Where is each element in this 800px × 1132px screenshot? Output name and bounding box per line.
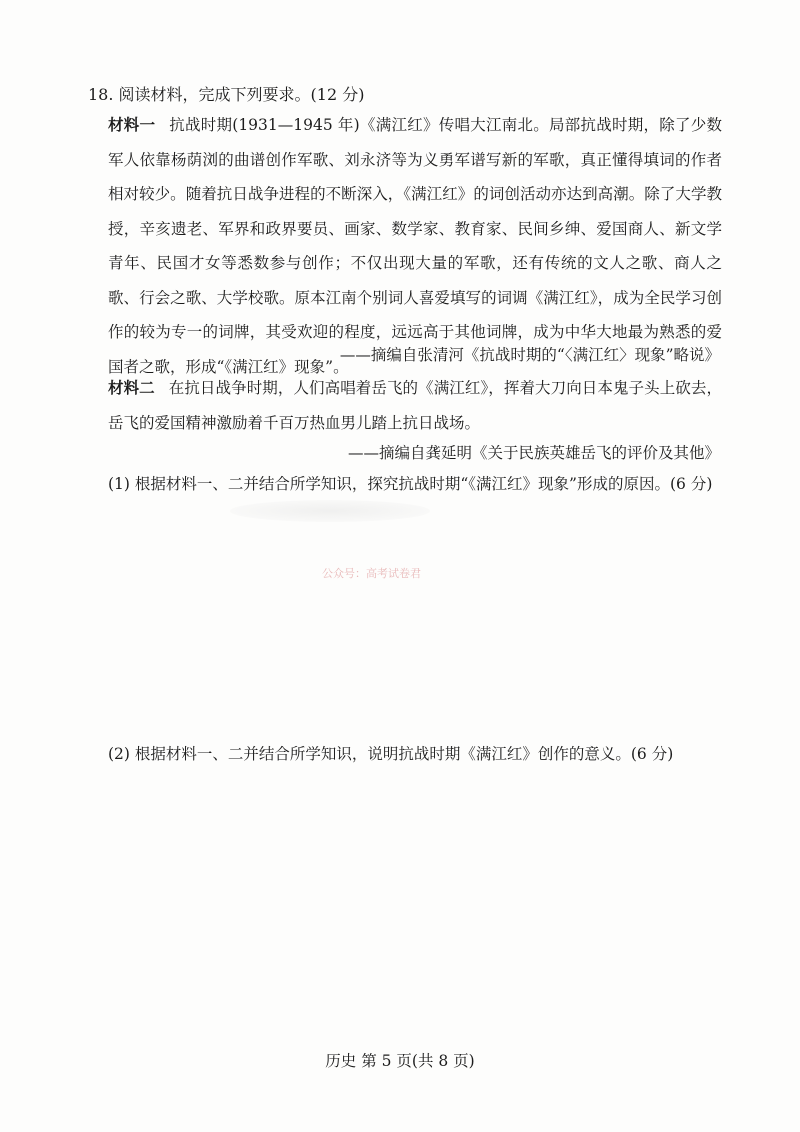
material-1-text: 抗战时期(1931—1945 年)《满江红》传唱大江南北。局部抗战时期，除了少数军人依靠杨荫浏的曲谱创作军歌、刘永济等为义勇军谱写新的军歌，真正懂得填词的作者相对较少。随着抗日战争进程的不断深入，《满江红》的词创活动亦达到高潮。除了大学教授，辛亥遗老、军界和政界要员、画家、数学家、教育家、民间乡绅、爱国商人、新文学青年、民国才女等悉数参与创作；不仅出现大量的军歌，还有传统的文人之歌、商人之歌、行会之歌、大学校歌。原本江南个别词人喜爱填写的词调《满江红》，成为全民学习创作的较为专一的词牌，其受欢迎的程度，远远高于其他词牌，成为中华大地最为熟悉的爱国者之歌，形成“《满江红》现象”。 <box>108 116 722 376</box>
material-1-label: 材料一 <box>108 116 156 134</box>
page-footer: 历史 第 5 页(共 8 页) <box>325 1052 475 1070</box>
material-2-label: 材料二 <box>108 379 155 397</box>
material-1-source: ——摘编自张清河《抗战时期的“〈满江红〉现象”略说》 <box>339 346 720 364</box>
question-title: 18. 阅读材料，完成下列要求。(12 分) <box>88 85 365 104</box>
watermark: 公众号：高考试卷君 <box>322 567 421 580</box>
sub-question-2: (2) 根据材料一、二并结合所学知识，说明抗战时期《满江红》创作的意义。(6 分) <box>108 745 674 763</box>
scan-smudge <box>230 500 430 522</box>
material-2 <box>108 371 722 440</box>
sub-question-1: (1) 根据材料一、二并结合所学知识，探究抗战时期“《满江红》现象”形成的原因。(6 分) <box>108 475 713 493</box>
material-2-text: 在抗日战争时期，人们高唱着岳飞的《满江红》，挥着大刀向日本鬼子头上砍去，岳飞的爱国精神激励着千百万热血男儿踏上抗日战场。 <box>108 379 722 432</box>
material-2-source: ——摘编自龚延明《关于民族英雄岳飞的评价及其他》 <box>347 444 720 462</box>
